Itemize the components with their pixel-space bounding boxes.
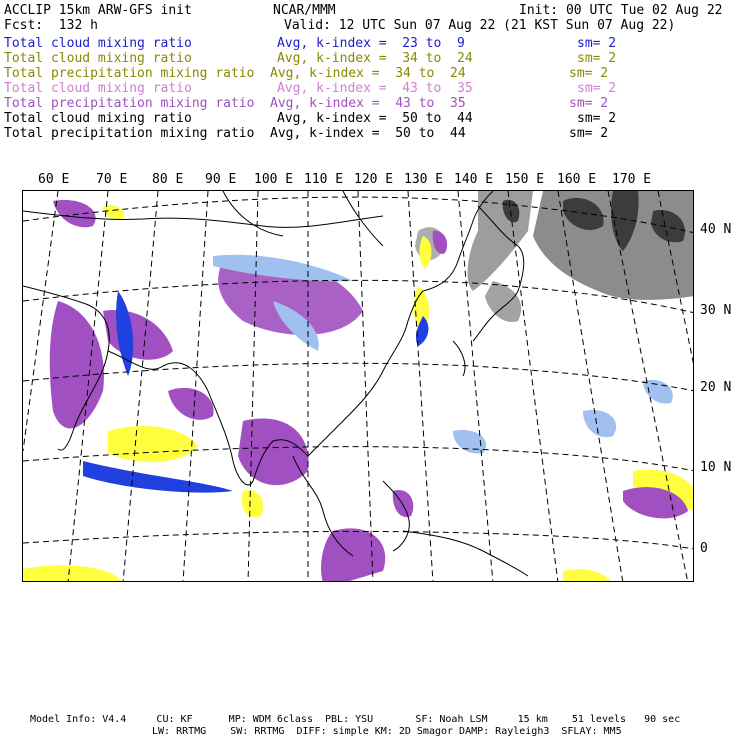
lon-label: 90 E (205, 172, 237, 187)
lon-label: 100 E (254, 172, 294, 187)
field-smoothing: sm= 2 (577, 81, 617, 96)
lon-label: 110 E (304, 172, 344, 187)
field-name: Total precipitation mixing ratio (4, 66, 255, 81)
cloud-field-gray (415, 191, 694, 322)
field-smoothing: sm= 2 (569, 96, 609, 111)
field-smoothing: sm= 2 (569, 126, 609, 141)
lat-label: 10 N (700, 460, 732, 475)
field-name: Total cloud mixing ratio (4, 51, 192, 66)
forecast-hour: Fcst: 132 h (4, 18, 98, 33)
lon-label: 150 E (505, 172, 545, 187)
field-range: Avg, k-index = 43 to 35 (277, 81, 473, 96)
field-smoothing: sm= 2 (577, 36, 617, 51)
map-panel (22, 190, 694, 582)
lat-label: 30 N (700, 303, 732, 318)
lon-label: 80 E (152, 172, 184, 187)
field-range: Avg, k-index = 34 to 24 (277, 51, 473, 66)
field-range: Avg, k-index = 34 to 24 (270, 66, 466, 81)
lon-label: 170 E (612, 172, 652, 187)
field-range: Avg, k-index = 23 to 9 (277, 36, 465, 51)
lon-label: 120 E (354, 172, 394, 187)
field-name: Total cloud mixing ratio (4, 111, 192, 126)
field-smoothing: sm= 2 (577, 111, 617, 126)
lat-label: 0 (700, 541, 708, 556)
field-name: Total precipitation mixing ratio (4, 126, 255, 141)
lon-label: 160 E (557, 172, 597, 187)
field-range: Avg, k-index = 50 to 44 (277, 111, 473, 126)
lat-label: 40 N (700, 222, 732, 237)
field-range: Avg, k-index = 50 to 44 (270, 126, 466, 141)
model-info: Model Info: V4.4 CU: KF MP: WDM 6class PBL: YSU SF: Noah LSM 15 km 51 levels 90 sec (30, 714, 681, 725)
field-name: Total precipitation mixing ratio (4, 96, 255, 111)
field-range: Avg, k-index = 43 to 35 (270, 96, 466, 111)
lon-label: 60 E (38, 172, 70, 187)
lat-label: 20 N (700, 380, 732, 395)
field-smoothing: sm= 2 (569, 66, 609, 81)
field-name: Total cloud mixing ratio (4, 81, 192, 96)
init-time: Init: 00 UTC Tue 02 Aug 22 (519, 3, 723, 18)
valid-time: Valid: 12 UTC Sun 07 Aug 22 (21 KST Sun 07 Aug 22) (284, 18, 676, 33)
title-left: ACCLIP 15km ARW-GFS init (4, 3, 192, 18)
physics-info: LW: RRTMG SW: RRTMG DIFF: simple KM: 2D Smagor DAMP: Rayleigh3 SFLAY: MM5 (152, 726, 622, 737)
lon-label: 130 E (404, 172, 444, 187)
map-canvas (23, 191, 694, 582)
title-center: NCAR/MMM (273, 3, 336, 18)
field-name: Total cloud mixing ratio (4, 36, 192, 51)
lon-label: 70 E (96, 172, 128, 187)
lon-label: 140 E (454, 172, 494, 187)
field-smoothing: sm= 2 (577, 51, 617, 66)
